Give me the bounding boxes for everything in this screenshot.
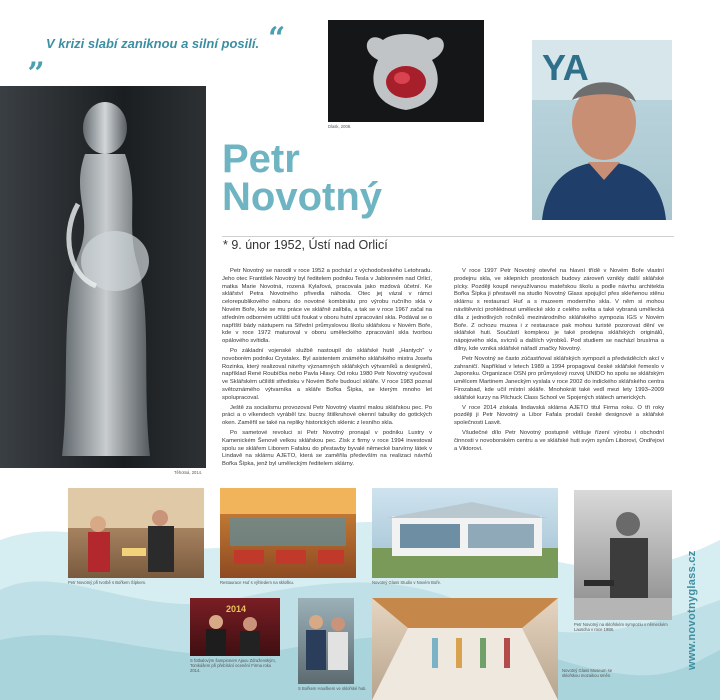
portrait-photo	[532, 40, 672, 220]
paragraph: Petr Novotný se často zúčastňoval sklářských sympozií a předváděcích akcí v zahraničí. Například v letech 1989 a 1994 propagoval české sklářské řemeslo v Japonsku. Organizace OSN pro průmyslový rozvoj UNIDO ho spolu se sklářským umělcem Martinem Janeckým vyslala v roce 2002 do indického sklářského centra Firozabad, kde učil místní skláře. Mnohokrát také vedl mezi lety 1993–2009 sklářské kurzy na Pilchuck Class School ve Spojených státech amerických.	[454, 355, 664, 401]
glass-vase-icon	[328, 20, 484, 122]
text-column-left	[222, 268, 432, 471]
photo-museum-caption: Novotný Glass Museum se sklořskou mozaikou směn.	[562, 668, 613, 678]
photo-museum	[372, 598, 558, 700]
award-icon	[190, 598, 280, 656]
photo-symposium	[574, 490, 672, 620]
photo-restaurant	[220, 488, 356, 578]
photo-award	[190, 598, 280, 656]
paragraph: Po základní vojenské službě nastoupil do sklářské hutě „Hantych“ v novoborém podniku Crystalex. Byl asistentem známého sklářského mistra Josefa Rozinka, který realizoval návrhy významných sklářských výtvarníků a designérů, například René Roubíčka nebo Pavla Hlavy. Od roku 1980 Petr Novotný vyučoval ve Sklářském učilišti středisku v Novém Boře budoucí skláře. V roce 1983 poznal světoznámého výtvarníka a skláře Bořka Šípka, se kterým mnoho let spolupracoval.	[222, 347, 432, 401]
museum-interior-icon	[372, 598, 558, 700]
glass-figure-icon	[0, 86, 206, 468]
vase-photo	[328, 20, 484, 122]
paragraph: V roce 2014 získala lindavská sklárna AJETO titul Firma roku. O tři roky později ji Petr Novotný a Libor Fafala prodali české designové a sklářské společnosti Lasvit.	[454, 404, 664, 427]
svg-text:2014: 2014	[226, 604, 247, 614]
website-vertical	[686, 340, 706, 670]
restaurant-icon	[220, 488, 356, 578]
figure-caption: Těhotná, 2014.	[174, 470, 203, 475]
birth-info: * 9. únor 1952, Ústí nad Orlicí	[223, 238, 388, 252]
workshop-icon	[68, 488, 204, 578]
portrait-icon	[532, 40, 672, 220]
title-last-name: Novotný	[222, 175, 382, 219]
page-title	[222, 137, 382, 219]
photo-hut-caption: S Bořkem Houškem ve sklořské huti.	[298, 686, 367, 691]
studio-building-icon	[372, 488, 558, 578]
symposium-icon	[574, 490, 672, 620]
title-first-name: Petr	[222, 137, 300, 181]
photo-award-caption: S fotbalovým šampionem Ajaxu Zdraženským, Tomkášem při přebírání ocenění Firma roku 2014.	[190, 658, 276, 673]
quote-close-mark: “	[268, 21, 286, 56]
photo-workshop-caption: Petr Novotný při tvorbě s Bořkem Šípkem.	[68, 580, 147, 585]
vase-caption: Dlask, 2008.	[328, 124, 352, 129]
svg-text:YA: YA	[542, 47, 589, 88]
quote	[28, 21, 288, 74]
photo-hut	[298, 598, 354, 684]
text-column-right	[454, 268, 664, 455]
divider	[222, 236, 674, 237]
hut-icon	[298, 598, 354, 684]
photo-symposium-caption: Petr Novotný na sklořském sympoziu v německém Lauscha v roce 1988.	[574, 622, 668, 632]
photo-restaurant-caption: Restaurace Huť s výhledem na sklošku.	[220, 580, 294, 585]
paragraph: Ještě za socialismu provozoval Petr Novotný vlastní malou sklářskou pec. Po práci a o víkendech vyráběl tzv. bucny štiilkruhové okenní tabulky do gotických oken. Zaměřil se také na repliky historických sklenic z lesního skla.	[222, 404, 432, 427]
paragraph: Po sametové revoluci si Petr Novotný pronajal v podniku Lustry v Kamenickém Šenově velkou sklářskou pec. Získ z firmy v roce 1994 investoval spolu se sklářem Liborem Fafalou do přestavby byvalé německé barvírny látek v Lindavě na sklárnu AJETO, která se zaměřila především na realizaci návrhů Bořka Šípka, jenž byl uměleckým ředitelem sklárny.	[222, 429, 432, 468]
photo-workshop	[68, 488, 204, 578]
glass-figure-photo	[0, 86, 206, 468]
paragraph: V roce 1997 Petr Novotný otevřel na hlavní třídě v Novém Boře vlastní prodejnu skla, ve sklepních prostorách budovy zároveň vznikly další sklářské pícky. Později koupil nevyužívanou mateřskou školu a podle návrhu architekta Bořka Šípka ji přestavěl na studio Novotný Glass spojující přes skleňenou stěnu sklárnu s restaurací Huť a s muzeem moderního skla. V něm si mohou návštěvníci prohlédnout umělecké sklo z celého světa a také vybraná umělecká díla z jednotlivých ročníků mezinárodního sklářského sympozia IGS v Novém Boře. Z ochozu muzea i z restaurace pak mohou turisté pozorovat dění ve sklářské huti. Součástí komplexu je také prodejna sklářských originálů, nápojového skla, svícnů a dalších výrobků. Pod studiem se nachází brusírna a dílny, kde vzniká sklářské nářadí značky Novotný.	[454, 268, 664, 352]
quote-open-mark: „	[28, 39, 46, 74]
photo-studio-caption: Novotný Glass Studio v Novém Boře.	[372, 580, 442, 585]
photo-studio	[372, 488, 558, 578]
website-link[interactable]: www.novotnyglass.cz	[686, 550, 698, 670]
paragraph: Všudečné dílo Petr Novotný postupně většuje řízení výrobu i obchodní činnosti v novoborském centru a ve sklářské huti svým synům Liborovi, Ondřejovi a Viktorovi.	[454, 429, 664, 452]
quote-text: V krizi slabí zaniknou a silní posilí.	[46, 36, 260, 51]
paragraph: Petr Novotný se narodil v roce 1952 a pochází z východočeského Letohradu. Jeho otec František Novotný byl ředitelem podniku Tesla v Jablonném nad Orlicí, matka Marie Novotná, rozená Kylařová, pracovala jako mzdová účetní. Ke sklářství Petra Novotného přivedla náhoda. Otec jej vázal v rámci celorepublikového náboru do novotné kombinátu pro výrobu ručního skla v Novém Boře, kde se mu práce ve sklářně zalíbila, a tak se v roce 1967 začal na středním odborném učilišti učit foukat v oboru hutní zpracování skla. Podával se o napříští bády nástupem na Střední průmyslovou školu sklářskou v Novém Boře, kde v roce 1972 maturoval v oboru uměleckého zpracování skla tvorbou opálového svítidla.	[222, 268, 432, 345]
